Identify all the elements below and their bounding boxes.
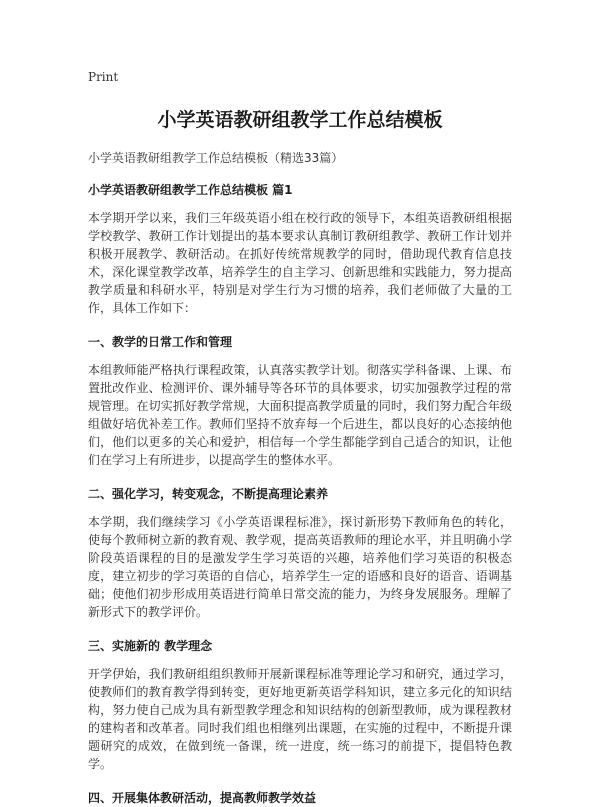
- intro-paragraph: 本学期开学以来，我们三年级英语小组在校行政的领导下，本组英语教研组根据学校教学、教研工作计划提出的基本要求认真制订教研组教学、教研工作计划并积极开展教学、教研活动。在抓好传统常规教学的同时，借助现代教育信息技术，深化课堂教学改革，培养学生的自主学习、创新思维和实践能力，努力提高教学质量和科研水平，特别是对学生行为习惯的培养，我们老师做了大量的工作，具体工作如下：: [88, 211, 512, 315]
- section-paragraph-3: 开学伊始，我们教研组组织教师开展新课程标准等理论学习和研究，通过学习，使教师们的教育教学得到转变，更好地更新英语学科知识，建立多元化的知识结构，努力使自己成为具有新型教学理念和知识结构的创新型教师，成为课程教材的建构者和改革者。同时我们组也相继列出课题，在实施的过程中，不断提升课题研究的成效，在做到统一备课，统一进度，统一练习的前提下，提倡特色教学。: [88, 667, 512, 771]
- page-title: 小学英语教研组教学工作总结模板: [157, 109, 443, 131]
- section-heading-2: 二、强化学习，转变观念，不断提高理论素养: [88, 487, 329, 501]
- article-heading: 小学英语教研组教学工作总结模板 篇1: [88, 183, 293, 197]
- section-heading-1: 一、教学的日常工作和管理: [88, 335, 233, 349]
- section-paragraph-1: 本组教师能严格执行课程政策，认真落实教学计划。彻落实学科备课、上课、布置批改作业、检测评价、课外辅导等各环节的具体要求，切实加强教学过程的常规管理。在切实抓好教学常规，大面积提高教学质量的同时，我们努力配合年级组做好培优补差工作。教师们坚持不放弃每一个后进生，都以良好的心态接纳他们，他们以更多的关心和爱护，相信每一个学生都能学到自己适合的知识，让他们在学习上有所进步，以提高学生的整体水平。: [88, 363, 512, 467]
- section-heading-3: 三、实施新的 教学理念: [88, 639, 213, 653]
- document-subtitle: 小学英语教研组教学工作总结模板（精选33篇）: [88, 151, 344, 165]
- section-heading-4: 四、开展集体教研活动，提高教师教学效益: [88, 791, 317, 805]
- print-link[interactable]: Print: [88, 70, 119, 84]
- section-paragraph-2: 本学期，我们继续学习《小学英语课程标准》，探讨新形势下教师角色的转化，使每个教师树立新的教育观、教学观，提高英语教师的理论水平，并且明确小学阶段英语课程的目的是激发学生学习英语的兴趣，培养他们学习英语的积极态度，建立初步的学习英语的自信心，培养学生一定的语感和良好的语音、语调基础；使他们初步形成用英语进行简单日常交流的能力，为终身发展服务。理解了新形式下的教学评价。: [88, 515, 512, 619]
